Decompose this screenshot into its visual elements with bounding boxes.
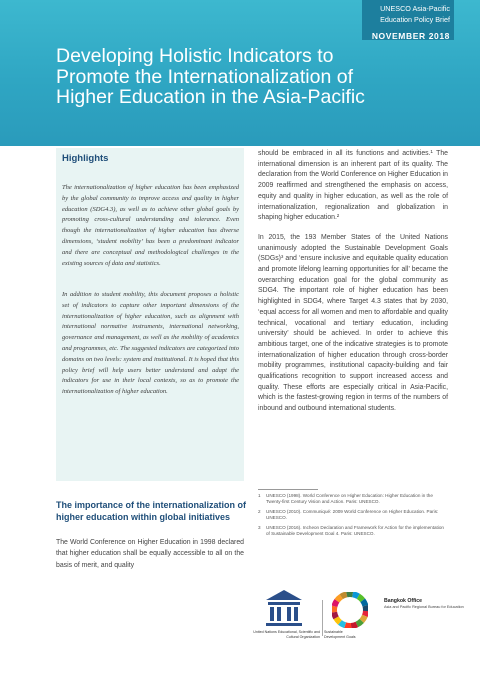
footnote-number: 2 <box>258 508 261 514</box>
office-subtitle: Asia and Pacific Regional Bureau for Education <box>384 605 464 609</box>
logo-divider <box>322 600 323 636</box>
section-heading: The importance of the internationalization of higher education within global initiatives <box>56 500 247 522</box>
issue-date: NOVEMBER 2018 <box>371 31 450 41</box>
document-title <box>56 46 466 108</box>
footnote-divider <box>258 489 318 490</box>
footnote-text: UNESCO (2016). Incheon Declaration and Framework for Action for the implementation of Sustainable Development Goal 4. Paris: UNESCO. <box>266 524 444 537</box>
title-line: Higher Education in the Asia-Pacific <box>56 86 365 108</box>
highlights-paragraph: In addition to student mobility, this document proposes a holistic set of indicators to capture other important dimensions of the internationalization of higher education, such as alignment with international normative instruments, international networking, governance and management, as well as the mobility of academics and programmes, etc. The suggested indicators are categorized into domains on two levels: system and institutional. It is hoped that this policy brief will help users better understand and adapt the indicators for use in their local contexts, so as to promote the internationalization of higher education. <box>62 291 239 396</box>
right-column <box>258 149 448 424</box>
footnote-number: 1 <box>258 493 261 498</box>
title-line: Developing Holistic Indicators to <box>56 45 334 67</box>
footnote <box>258 493 448 506</box>
highlights-paragraph: The internationalization of higher education has been emphasized by the global community to improve access and quality in higher education (SDG4.3), as well as to achieve other global goals by promoting cross-cultural understanding and tolerance. Even though the internationalization of higher education has diverse dimensions, ‘student mobility’ has been a predominant indicator and there are conceptual and methodological challenges in the existing sources of data and statistics. <box>62 184 239 267</box>
footnote-number: 3 <box>258 524 261 530</box>
footnotes <box>258 493 448 540</box>
header-banner <box>0 0 480 146</box>
series-label: UNESCO Asia-Pacific <box>380 4 450 13</box>
footnote-text: UNESCO (1998). World Conference on Higher Education: Higher Education in the Twenty-first Century Vision and Action. Paris: UNESCO. <box>266 493 433 505</box>
office-title: Bangkok Office <box>384 598 423 604</box>
highlights-heading: Highlights <box>62 153 109 164</box>
series-sublabel: Education Policy Brief <box>380 15 450 24</box>
sdg-wheel-icon <box>332 592 368 628</box>
footnote <box>258 525 448 538</box>
section-body: The World Conference on Higher Education in 1998 declared that higher education shall be equally accessible to all on the basis of merit, and quality <box>56 539 244 569</box>
unesco-organization-name: United Nations Educational, Scientific and Cultural Organization <box>253 630 320 639</box>
highlights-box <box>56 148 244 481</box>
sdg-label: Sustainable Development Goals <box>324 630 356 639</box>
footnote-text: UNESCO (2010). Communiqué: 2009 World Conference on Higher Education. Paris: UNESCO. <box>266 508 439 521</box>
footnote <box>258 509 448 522</box>
body-paragraph: should be embraced in all its functions and activities.¹ The international dimension is an inherent part of its quality. The declaration from the World Conference on Higher Education in 2009 reaffirmed and strengthened the emphasis on access, equity and quality in higher education, as well as the role of internationalization, regionalization and globalization in shaping higher education.² <box>258 150 448 222</box>
title-line: Promote the Internationalization of <box>56 65 354 88</box>
body-paragraph: In 2015, the 193 Member States of the United Nations unanimously adopted the Sustainable Development Goals (SDGs)³ and ‘ensure inclusive and equitable quality education and promote lifelong learning opportunities for all’ became the overarching education goal for the global community as SDG4. The important role of higher education has been highlighted in SDG4, where Target 4.3 states that by 2030, ‘equal access for all women and men to affordable and quality technical, vocational and tertiary education, including university’ should be achieved. In order to achieve this ambitious target, one of the indicative strategies is to promote internationalization of higher education through cross-border mobility programmes, institutional capacity-building and fair qualifications recognition to support increased access and quality. These efforts are especially critical in Asia-Pacific, which is the fastest-growing region in terms of the numbers of inbound and outbound international students. <box>258 233 448 413</box>
unesco-temple-logo <box>262 588 306 628</box>
